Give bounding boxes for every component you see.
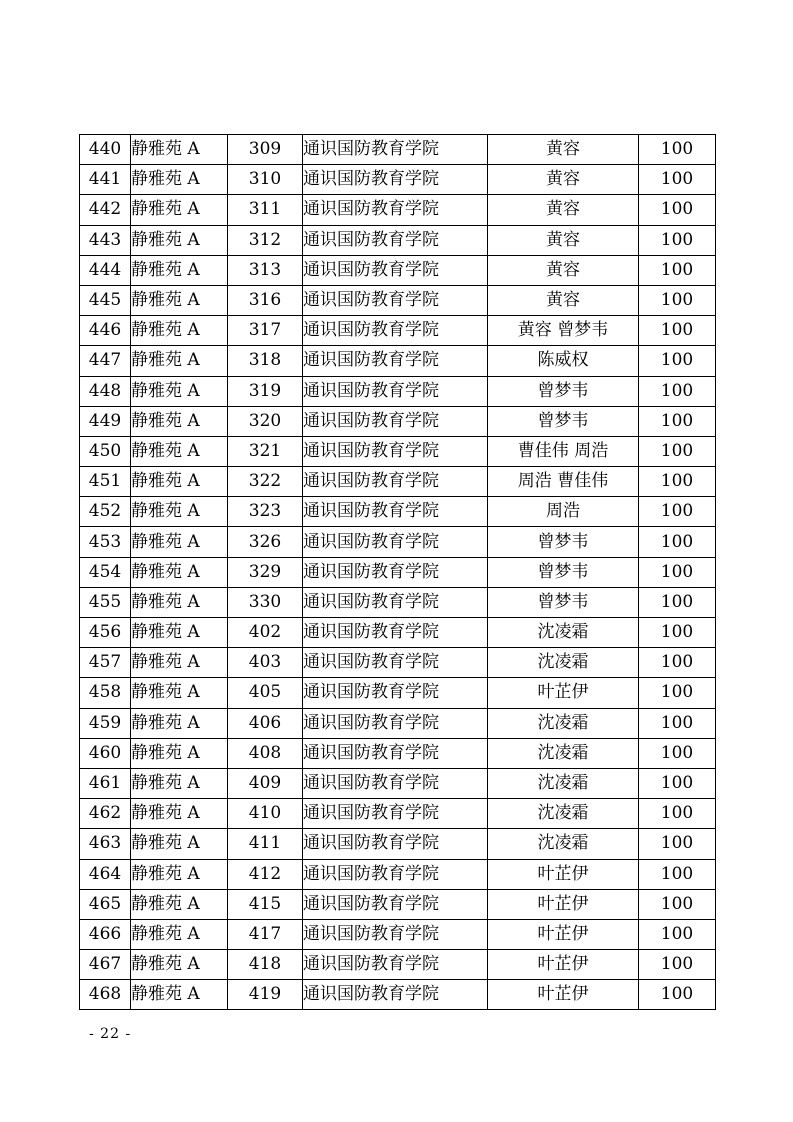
building-cell: 静雅苑 A bbox=[131, 346, 228, 376]
college-cell: 通识国防教育学院 bbox=[303, 406, 488, 436]
college-cell: 通识国防教育学院 bbox=[303, 587, 488, 617]
tutor-name-cell: 黄容 bbox=[488, 225, 639, 255]
tutor-name-cell: 黄容 bbox=[488, 135, 639, 165]
room-number-cell: 415 bbox=[228, 889, 303, 919]
room-number-cell: 329 bbox=[228, 557, 303, 587]
college-cell: 通识国防教育学院 bbox=[303, 708, 488, 738]
row-index: 460 bbox=[80, 738, 131, 768]
table-row bbox=[80, 648, 716, 678]
table-row bbox=[80, 195, 716, 225]
room-number-cell: 322 bbox=[228, 467, 303, 497]
score-cell: 100 bbox=[639, 316, 716, 346]
table-row bbox=[80, 527, 716, 557]
score-cell: 100 bbox=[639, 255, 716, 285]
college-cell: 通识国防教育学院 bbox=[303, 527, 488, 557]
score-cell: 100 bbox=[639, 587, 716, 617]
row-index: 444 bbox=[80, 255, 131, 285]
tutor-name-cell: 曾梦韦 bbox=[488, 376, 639, 406]
tutor-name-cell: 曾梦韦 bbox=[488, 406, 639, 436]
building-cell: 静雅苑 A bbox=[131, 436, 228, 466]
room-number-cell: 405 bbox=[228, 678, 303, 708]
row-index: 458 bbox=[80, 678, 131, 708]
score-cell: 100 bbox=[639, 527, 716, 557]
room-number-cell: 317 bbox=[228, 316, 303, 346]
table-row bbox=[80, 316, 716, 346]
room-number-cell: 330 bbox=[228, 587, 303, 617]
building-cell: 静雅苑 A bbox=[131, 889, 228, 919]
row-index: 452 bbox=[80, 497, 131, 527]
dormitory-score-table bbox=[79, 134, 716, 1010]
building-cell: 静雅苑 A bbox=[131, 195, 228, 225]
tutor-name-cell: 沈凌霜 bbox=[488, 768, 639, 798]
room-number-cell: 326 bbox=[228, 527, 303, 557]
building-cell: 静雅苑 A bbox=[131, 165, 228, 195]
tutor-name-cell: 周浩 曹佳伟 bbox=[488, 467, 639, 497]
row-index: 447 bbox=[80, 346, 131, 376]
building-cell: 静雅苑 A bbox=[131, 799, 228, 829]
row-index: 454 bbox=[80, 557, 131, 587]
score-cell: 100 bbox=[639, 467, 716, 497]
score-cell: 100 bbox=[639, 859, 716, 889]
row-index: 467 bbox=[80, 950, 131, 980]
college-cell: 通识国防教育学院 bbox=[303, 135, 488, 165]
table-row bbox=[80, 799, 716, 829]
table-row bbox=[80, 889, 716, 919]
tutor-name-cell: 叶芷伊 bbox=[488, 859, 639, 889]
tutor-name-cell: 曾梦韦 bbox=[488, 587, 639, 617]
building-cell: 静雅苑 A bbox=[131, 648, 228, 678]
college-cell: 通识国防教育学院 bbox=[303, 497, 488, 527]
building-cell: 静雅苑 A bbox=[131, 919, 228, 949]
building-cell: 静雅苑 A bbox=[131, 950, 228, 980]
row-index: 455 bbox=[80, 587, 131, 617]
table-row bbox=[80, 467, 716, 497]
table-row bbox=[80, 980, 716, 1010]
college-cell: 通识国防教育学院 bbox=[303, 980, 488, 1010]
row-index: 468 bbox=[80, 980, 131, 1010]
building-cell: 静雅苑 A bbox=[131, 618, 228, 648]
score-cell: 100 bbox=[639, 195, 716, 225]
table-row bbox=[80, 165, 716, 195]
college-cell: 通识国防教育学院 bbox=[303, 316, 488, 346]
college-cell: 通识国防教育学院 bbox=[303, 467, 488, 497]
college-cell: 通识国防教育学院 bbox=[303, 285, 488, 315]
building-cell: 静雅苑 A bbox=[131, 376, 228, 406]
table-row bbox=[80, 738, 716, 768]
score-cell: 100 bbox=[639, 799, 716, 829]
building-cell: 静雅苑 A bbox=[131, 467, 228, 497]
room-number-cell: 319 bbox=[228, 376, 303, 406]
college-cell: 通识国防教育学院 bbox=[303, 255, 488, 285]
room-number-cell: 311 bbox=[228, 195, 303, 225]
room-number-cell: 310 bbox=[228, 165, 303, 195]
tutor-name-cell: 黄容 曾梦韦 bbox=[488, 316, 639, 346]
building-cell: 静雅苑 A bbox=[131, 527, 228, 557]
college-cell: 通识国防教育学院 bbox=[303, 829, 488, 859]
score-cell: 100 bbox=[639, 225, 716, 255]
tutor-name-cell: 沈凌霜 bbox=[488, 799, 639, 829]
row-index: 459 bbox=[80, 708, 131, 738]
table-row bbox=[80, 768, 716, 798]
row-index: 463 bbox=[80, 829, 131, 859]
row-index: 462 bbox=[80, 799, 131, 829]
room-number-cell: 318 bbox=[228, 346, 303, 376]
score-cell: 100 bbox=[639, 708, 716, 738]
room-number-cell: 412 bbox=[228, 859, 303, 889]
row-index: 443 bbox=[80, 225, 131, 255]
page-number: - 22 - bbox=[89, 1026, 132, 1042]
table-row bbox=[80, 406, 716, 436]
score-cell: 100 bbox=[639, 285, 716, 315]
college-cell: 通识国防教育学院 bbox=[303, 919, 488, 949]
row-index: 448 bbox=[80, 376, 131, 406]
score-cell: 100 bbox=[639, 135, 716, 165]
row-index: 464 bbox=[80, 859, 131, 889]
college-cell: 通识国防教育学院 bbox=[303, 738, 488, 768]
row-index: 445 bbox=[80, 285, 131, 315]
score-cell: 100 bbox=[639, 406, 716, 436]
table-row bbox=[80, 678, 716, 708]
score-cell: 100 bbox=[639, 829, 716, 859]
score-cell: 100 bbox=[639, 436, 716, 466]
table-row bbox=[80, 919, 716, 949]
tutor-name-cell: 黄容 bbox=[488, 285, 639, 315]
row-index: 442 bbox=[80, 195, 131, 225]
table-row bbox=[80, 497, 716, 527]
table-row bbox=[80, 436, 716, 466]
room-number-cell: 417 bbox=[228, 919, 303, 949]
score-cell: 100 bbox=[639, 618, 716, 648]
table-row bbox=[80, 557, 716, 587]
room-number-cell: 402 bbox=[228, 618, 303, 648]
building-cell: 静雅苑 A bbox=[131, 859, 228, 889]
college-cell: 通识国防教育学院 bbox=[303, 165, 488, 195]
score-cell: 100 bbox=[639, 950, 716, 980]
tutor-name-cell: 沈凌霜 bbox=[488, 829, 639, 859]
room-number-cell: 321 bbox=[228, 436, 303, 466]
room-number-cell: 313 bbox=[228, 255, 303, 285]
tutor-name-cell: 叶芷伊 bbox=[488, 919, 639, 949]
college-cell: 通识国防教育学院 bbox=[303, 346, 488, 376]
score-cell: 100 bbox=[639, 768, 716, 798]
tutor-name-cell: 曾梦韦 bbox=[488, 527, 639, 557]
building-cell: 静雅苑 A bbox=[131, 738, 228, 768]
room-number-cell: 410 bbox=[228, 799, 303, 829]
tutor-name-cell: 曹佳伟 周浩 bbox=[488, 436, 639, 466]
table-row bbox=[80, 346, 716, 376]
score-cell: 100 bbox=[639, 376, 716, 406]
tutor-name-cell: 叶芷伊 bbox=[488, 678, 639, 708]
row-index: 446 bbox=[80, 316, 131, 346]
tutor-name-cell: 陈威权 bbox=[488, 346, 639, 376]
room-number-cell: 408 bbox=[228, 738, 303, 768]
college-cell: 通识国防教育学院 bbox=[303, 225, 488, 255]
table-row bbox=[80, 135, 716, 165]
tutor-name-cell: 叶芷伊 bbox=[488, 980, 639, 1010]
college-cell: 通识国防教育学院 bbox=[303, 799, 488, 829]
room-number-cell: 320 bbox=[228, 406, 303, 436]
building-cell: 静雅苑 A bbox=[131, 678, 228, 708]
tutor-name-cell: 沈凌霜 bbox=[488, 648, 639, 678]
score-cell: 100 bbox=[639, 557, 716, 587]
college-cell: 通识国防教育学院 bbox=[303, 618, 488, 648]
table-row bbox=[80, 950, 716, 980]
row-index: 450 bbox=[80, 436, 131, 466]
tutor-name-cell: 叶芷伊 bbox=[488, 889, 639, 919]
building-cell: 静雅苑 A bbox=[131, 135, 228, 165]
college-cell: 通识国防教育学院 bbox=[303, 436, 488, 466]
room-number-cell: 312 bbox=[228, 225, 303, 255]
tutor-name-cell: 周浩 bbox=[488, 497, 639, 527]
college-cell: 通识国防教育学院 bbox=[303, 376, 488, 406]
tutor-name-cell: 沈凌霜 bbox=[488, 618, 639, 648]
row-index: 456 bbox=[80, 618, 131, 648]
table-body bbox=[80, 135, 716, 1010]
score-cell: 100 bbox=[639, 919, 716, 949]
room-number-cell: 411 bbox=[228, 829, 303, 859]
row-index: 465 bbox=[80, 889, 131, 919]
score-cell: 100 bbox=[639, 648, 716, 678]
building-cell: 静雅苑 A bbox=[131, 557, 228, 587]
college-cell: 通识国防教育学院 bbox=[303, 950, 488, 980]
score-cell: 100 bbox=[639, 738, 716, 768]
room-number-cell: 309 bbox=[228, 135, 303, 165]
college-cell: 通识国防教育学院 bbox=[303, 557, 488, 587]
score-cell: 100 bbox=[639, 497, 716, 527]
building-cell: 静雅苑 A bbox=[131, 316, 228, 346]
building-cell: 静雅苑 A bbox=[131, 587, 228, 617]
building-cell: 静雅苑 A bbox=[131, 708, 228, 738]
row-index: 466 bbox=[80, 919, 131, 949]
room-number-cell: 418 bbox=[228, 950, 303, 980]
building-cell: 静雅苑 A bbox=[131, 285, 228, 315]
building-cell: 静雅苑 A bbox=[131, 768, 228, 798]
tutor-name-cell: 黄容 bbox=[488, 195, 639, 225]
row-index: 453 bbox=[80, 527, 131, 557]
table-row bbox=[80, 829, 716, 859]
table-row bbox=[80, 587, 716, 617]
college-cell: 通识国防教育学院 bbox=[303, 859, 488, 889]
score-cell: 100 bbox=[639, 346, 716, 376]
building-cell: 静雅苑 A bbox=[131, 829, 228, 859]
row-index: 440 bbox=[80, 135, 131, 165]
tutor-name-cell: 沈凌霜 bbox=[488, 738, 639, 768]
table-row bbox=[80, 255, 716, 285]
room-number-cell: 409 bbox=[228, 768, 303, 798]
college-cell: 通识国防教育学院 bbox=[303, 195, 488, 225]
row-index: 441 bbox=[80, 165, 131, 195]
tutor-name-cell: 沈凌霜 bbox=[488, 708, 639, 738]
table-row bbox=[80, 285, 716, 315]
table-row bbox=[80, 376, 716, 406]
building-cell: 静雅苑 A bbox=[131, 225, 228, 255]
tutor-name-cell: 黄容 bbox=[488, 255, 639, 285]
row-index: 457 bbox=[80, 648, 131, 678]
table-row bbox=[80, 618, 716, 648]
college-cell: 通识国防教育学院 bbox=[303, 648, 488, 678]
tutor-name-cell: 曾梦韦 bbox=[488, 557, 639, 587]
tutor-name-cell: 黄容 bbox=[488, 165, 639, 195]
score-cell: 100 bbox=[639, 980, 716, 1010]
building-cell: 静雅苑 A bbox=[131, 255, 228, 285]
building-cell: 静雅苑 A bbox=[131, 980, 228, 1010]
building-cell: 静雅苑 A bbox=[131, 497, 228, 527]
table-row bbox=[80, 708, 716, 738]
row-index: 451 bbox=[80, 467, 131, 497]
row-index: 449 bbox=[80, 406, 131, 436]
building-cell: 静雅苑 A bbox=[131, 406, 228, 436]
row-index: 461 bbox=[80, 768, 131, 798]
college-cell: 通识国防教育学院 bbox=[303, 678, 488, 708]
table-row bbox=[80, 859, 716, 889]
score-cell: 100 bbox=[639, 165, 716, 195]
room-number-cell: 323 bbox=[228, 497, 303, 527]
tutor-name-cell: 叶芷伊 bbox=[488, 950, 639, 980]
score-cell: 100 bbox=[639, 889, 716, 919]
table-row bbox=[80, 225, 716, 255]
college-cell: 通识国防教育学院 bbox=[303, 889, 488, 919]
room-number-cell: 406 bbox=[228, 708, 303, 738]
college-cell: 通识国防教育学院 bbox=[303, 768, 488, 798]
score-cell: 100 bbox=[639, 678, 716, 708]
room-number-cell: 403 bbox=[228, 648, 303, 678]
room-number-cell: 316 bbox=[228, 285, 303, 315]
room-number-cell: 419 bbox=[228, 980, 303, 1010]
